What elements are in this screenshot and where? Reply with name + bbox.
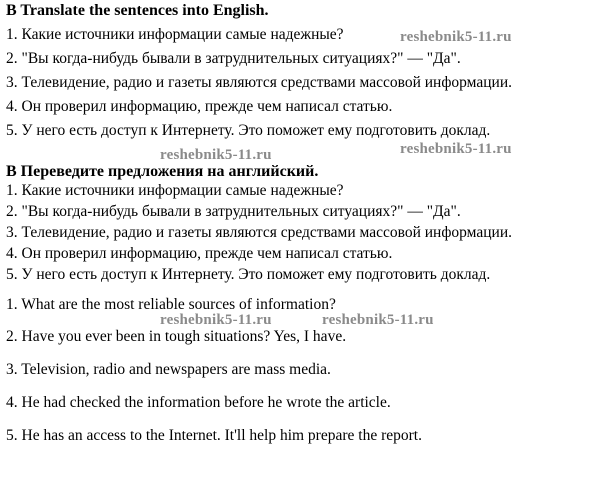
section-a-heading: B Translate the sentences into English.	[6, 2, 269, 19]
section-b-item-5: 5. У него есть доступ к Интернету. Это поможет ему подготовить доклад.	[6, 266, 491, 283]
watermark-4: reshebnik5-11.ru	[160, 312, 272, 328]
section-a-item-2: 2. "Вы когда-нибудь бывали в затруднительных ситуациях?" — "Да".	[6, 50, 461, 67]
answer-5: 5. He has an access to the Internet. It'll help him prepare the report.	[6, 427, 422, 444]
section-a-item-3: 3. Телевидение, радио и газеты являются средствами массовой информации.	[6, 74, 512, 91]
section-a-item-1: 1. Какие источники информации самые надежные?	[6, 26, 344, 43]
section-b-item-3: 3. Телевидение, радио и газеты являются средствами массовой информации.	[6, 224, 512, 241]
section-b-item-4: 4. Он проверил информацию, прежде чем написал статью.	[6, 245, 393, 262]
section-b-item-2: 2. "Вы когда-нибудь бывали в затруднительных ситуациях?" — "Да".	[6, 203, 461, 220]
watermark-2: reshebnik5-11.ru	[160, 147, 272, 163]
section-a-item-5: 5. У него есть доступ к Интернету. Это поможет ему подготовить доклад.	[6, 122, 491, 139]
answer-4: 4. He had checked the information before he wrote the article.	[6, 394, 391, 411]
watermark-5: reshebnik5-11.ru	[322, 312, 434, 328]
section-a-item-4: 4. Он проверил информацию, прежде чем написал статью.	[6, 98, 393, 115]
answer-1: 1. What are the most reliable sources of information?	[6, 296, 336, 313]
watermark-1: reshebnik5-11.ru	[400, 29, 512, 45]
section-b-heading: B Переведите предложения на английский.	[6, 163, 319, 180]
answer-3: 3. Television, radio and newspapers are mass media.	[6, 361, 331, 378]
watermark-3: reshebnik5-11.ru	[400, 141, 512, 157]
answer-2: 2. Have you ever been in tough situations? Yes, I have.	[6, 328, 347, 345]
section-b-item-1: 1. Какие источники информации самые надежные?	[6, 182, 344, 199]
